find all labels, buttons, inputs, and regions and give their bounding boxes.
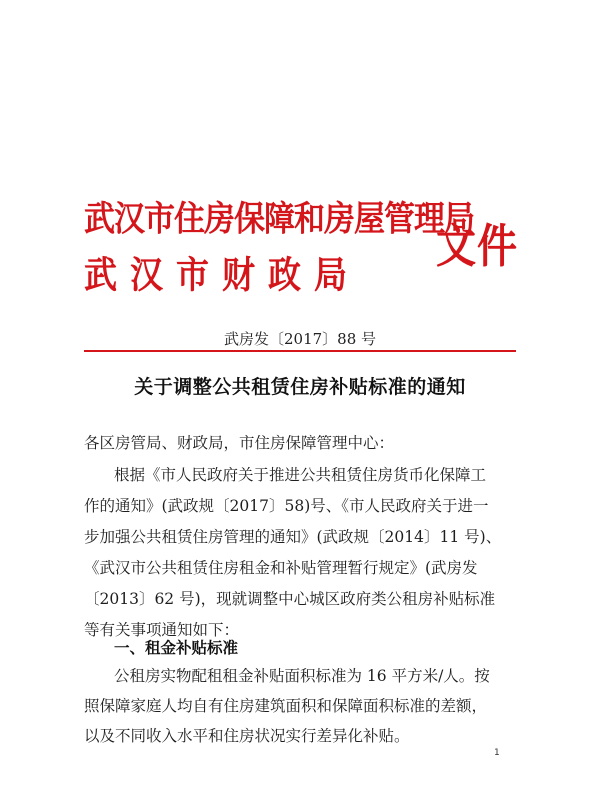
section-line: 照保障家庭人均自有住房建筑面积和保障面积标准的差额， bbox=[84, 697, 488, 715]
body-line: 根据《市人民政府关于推进公共租赁住房货币化保障工 bbox=[114, 466, 487, 484]
section-line: 公租房实物配租租金补贴面积标准为 16 平方米/人。按 bbox=[114, 667, 490, 685]
issuing-org-finance-bureau: 武汉市财政局 bbox=[84, 252, 360, 297]
page-number: 1 bbox=[494, 748, 500, 758]
body-line: 〔2013〕62 号)，现就调整中心城区政府类公租房补贴标准 bbox=[84, 590, 496, 608]
letterhead-red-rule bbox=[84, 350, 516, 352]
body-line: 等有关事项通知如下： bbox=[84, 621, 240, 639]
body-line: 《武汉市公共租赁住房租金和补贴管理暂行规定》(武房发 bbox=[84, 559, 478, 577]
document-title: 关于调整公共租赁住房补贴标准的通知 bbox=[134, 376, 466, 398]
issuing-org-housing-bureau: 武汉市住房保障和房屋管理局 bbox=[84, 198, 474, 240]
document-number: 武房发〔2017〕88 号 bbox=[223, 330, 377, 348]
document-type-label: 文件 bbox=[436, 220, 518, 274]
body-line: 作的通知》(武政规〔2017〕58)号、《市人民政府关于进一 bbox=[84, 497, 489, 515]
section-heading: 一、租金补贴标准 bbox=[114, 638, 239, 657]
body-line: 步加强公共租赁住房管理的通知》(武政规〔2014〕11 号)、 bbox=[84, 528, 502, 546]
salutation: 各区房管局、财政局，市住房保障管理中心： bbox=[84, 434, 395, 452]
section-line: 以及不同收入水平和住房状况实行差异化补贴。 bbox=[84, 727, 410, 745]
